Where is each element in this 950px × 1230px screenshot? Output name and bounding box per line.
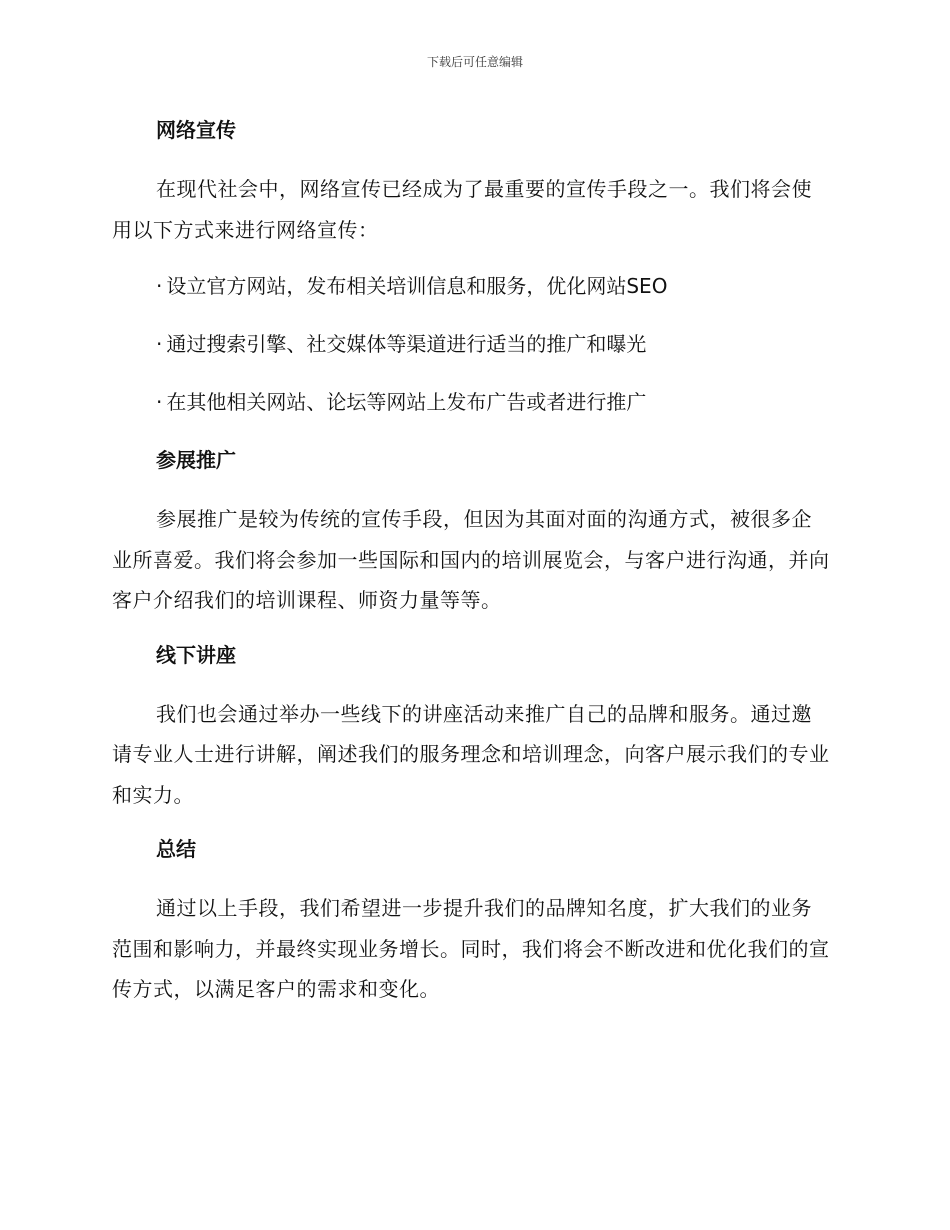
list-item: · 通过搜索引擎、社交媒体等渠道进行适当的推广和曝光 bbox=[156, 332, 647, 356]
section-paragraph-offline-lecture: 我们也会通过举办一些线下的讲座活动来推广自己的品牌和服务。通过邀请专业人士进行讲解，阐述我们的服务理念和培训理念，向客户展示我们的专业和实力。 bbox=[112, 701, 830, 807]
bullet-dot-icon: · bbox=[156, 274, 163, 298]
bullet-list-online bbox=[112, 268, 832, 420]
document-body bbox=[112, 112, 832, 1010]
section-heading-exhibition: 参展推广 bbox=[156, 448, 236, 472]
list-item: · 设立官方网站，发布相关培训信息和服务，优化网站SEO bbox=[156, 274, 668, 298]
bullet-dot-icon: · bbox=[156, 332, 163, 356]
list-item: · 在其他相关网站、论坛等网站上发布广告或者进行推广 bbox=[156, 390, 647, 414]
section-heading-offline-lecture: 线下讲座 bbox=[156, 642, 236, 667]
page-header: 下载后可任意编辑 bbox=[426, 55, 523, 69]
section-heading-summary: 总结 bbox=[156, 837, 196, 861]
section-paragraph-online: 在现代社会中，网络宣传已经成为了最重要的宣传手段之一。我们将会使用以下方式来进行网络宣传： bbox=[112, 177, 812, 242]
bullet-dot-icon: · bbox=[156, 390, 163, 414]
section-heading-online: 网络宣传 bbox=[156, 118, 236, 142]
section-paragraph-summary: 通过以上手段，我们希望进一步提升我们的品牌知名度，扩大我们的业务范围和影响力，并最终实现业务增长。同时，我们将会不断改进和优化我们的宣传方式，以满足客户的需求和变化。 bbox=[112, 896, 830, 1001]
section-paragraph-exhibition: 参展推广是较为传统的宣传手段，但因为其面对面的沟通方式，被很多企业所喜爱。我们将会参加一些国际和国内的培训展览会，与客户进行沟通，并向客户介绍我们的培训课程、师资力量等等。 bbox=[112, 507, 830, 612]
